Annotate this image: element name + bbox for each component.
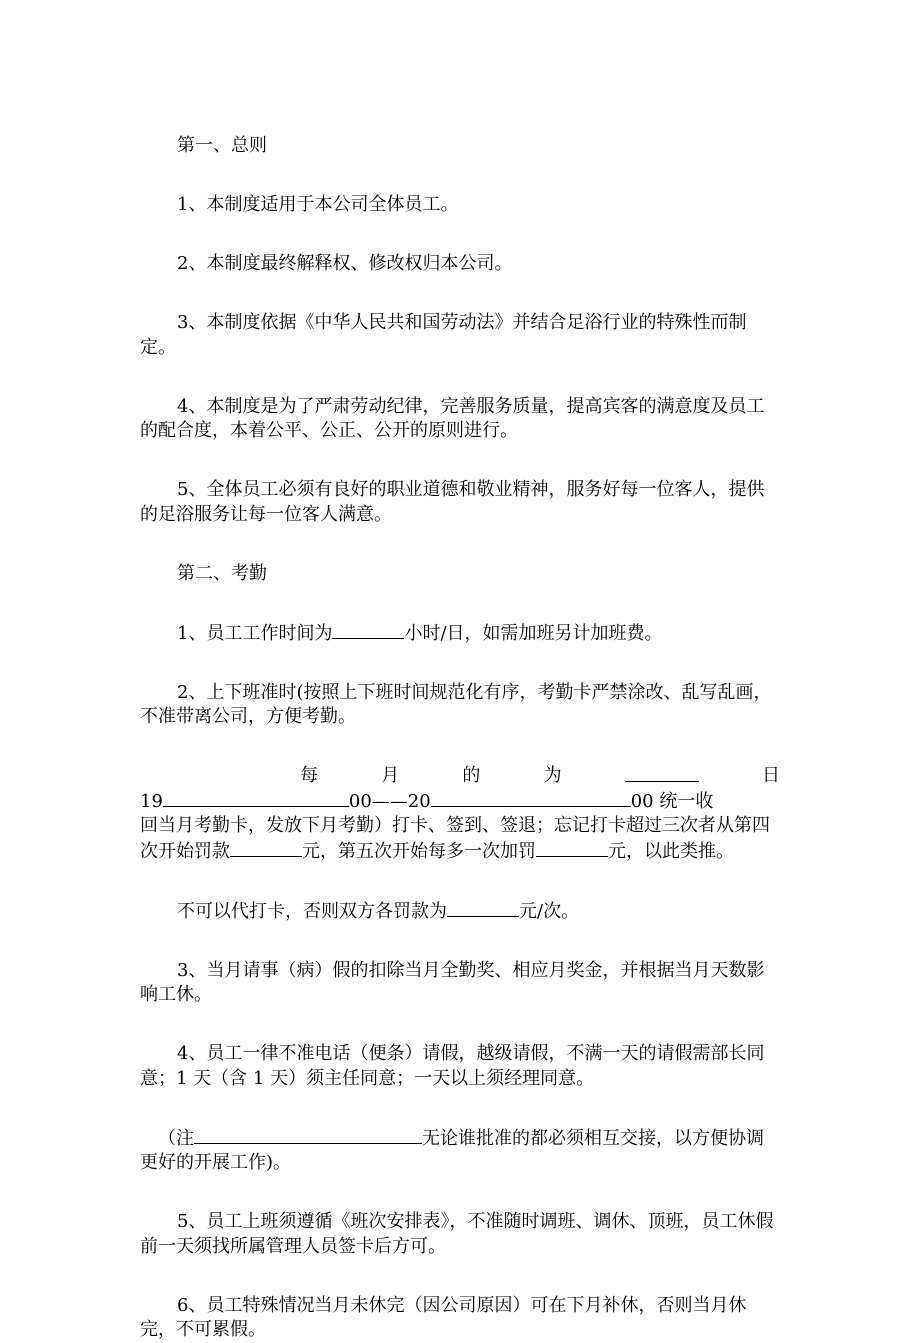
paragraph-leave-deduction: 3、当月请事（病）假的扣除当月全勤奖、相应月奖金，并根据当月天数影响工休。 (140, 959, 765, 1005)
note-text-a: （注 (158, 1127, 194, 1149)
spread-blank (625, 764, 699, 782)
spread-word-5: 日 (761, 765, 780, 786)
paragraph-note (140, 1126, 780, 1176)
time-line (140, 789, 780, 815)
spread-word-3: 的 (462, 765, 481, 786)
paragraph-return-card (140, 814, 780, 864)
spread-line (140, 764, 780, 789)
paragraph-schedule: 5、员工上班须遵循《班次安排表》，不准随时调班、调休、顶班，员工休假前一天须找所属管理人员签卡后方可。 (140, 1211, 774, 1257)
paragraph-compensatory-leave: 6、员工特殊情况当月未休完（因公司原因）可在下月补休，否则当月休完，不可累假。 (140, 1294, 747, 1340)
paragraph-1: 1、本制度适用于本公司全体员工。 (177, 194, 459, 215)
paragraph-work-hours (140, 621, 780, 647)
paragraph-2: 2、本制度最终解释权、修改权归本公司。 (177, 253, 513, 274)
return-blank-2 (536, 839, 608, 857)
work-hours-text-b: 小时/日，如需加班另计加班费。 (404, 622, 663, 644)
section-heading-general: 第一、总则 (177, 135, 267, 156)
work-hours-blank (332, 621, 404, 639)
time-00: 00 统一收 (630, 790, 714, 812)
return-blank-1 (230, 839, 302, 857)
time-00-20: 00——20 (348, 790, 431, 812)
return-text-b: 元，第五次开始每多一次加罚 (302, 840, 536, 862)
paragraph-leave-request: 4、员工一律不准电话（便条）请假，越级请假，不满一天的请假需部长同意；1 天（含 1 天）须主任同意；一天以上须经理同意。 (140, 1043, 765, 1089)
paragraph-5: 5、全体员工必须有良好的职业道德和敬业精神，服务好每一位客人，提供的足浴服务让每一位客人满意。 (140, 479, 765, 525)
spread-word-2: 月 (381, 765, 400, 786)
time-blank-1 (163, 789, 349, 807)
time-19: 19 (140, 790, 163, 812)
paragraph-proxy (140, 899, 780, 925)
proxy-blank (447, 899, 519, 917)
work-hours-text-a: 1、员工工作时间为 (177, 622, 333, 644)
spread-word-1: 每 (300, 765, 318, 786)
return-text-c: 元，以此类推。 (608, 840, 734, 862)
proxy-text-a: 不可以代打卡，否则双方各罚款为 (177, 900, 447, 922)
paragraph-clock-in: 2、上下班准时(按照上下班时间规范化有序，考勤卡严禁涂改、乱写乱画，不准带离公司，方便考勤。 (140, 681, 772, 727)
paragraph-4: 4、本制度是为了严肃劳动纪律，完善服务质量，提高宾客的满意度及员工的配合度，本着公平、公正、公开的原则进行。 (140, 395, 765, 441)
section-heading-attendance: 第二、考勤 (177, 562, 267, 584)
return-text-a: 回当月考勤卡，发放下月考勤）打卡、签到、签退；忘记打卡超过三次者从第四次开始罚款 (140, 815, 770, 862)
note-text-b: 无论谁批准的都必须相互交接，以方便协调更好的开展工作)。 (140, 1127, 764, 1173)
note-blank (194, 1126, 422, 1144)
proxy-text-b: 元/次。 (519, 900, 580, 922)
paragraph-3: 3、本制度依据《中华人民共和国劳动法》并结合足浴行业的特殊性而制定。 (140, 312, 747, 358)
document-body (140, 134, 780, 1343)
spread-word-4: 为 (543, 765, 562, 786)
time-blank-2 (431, 789, 631, 807)
